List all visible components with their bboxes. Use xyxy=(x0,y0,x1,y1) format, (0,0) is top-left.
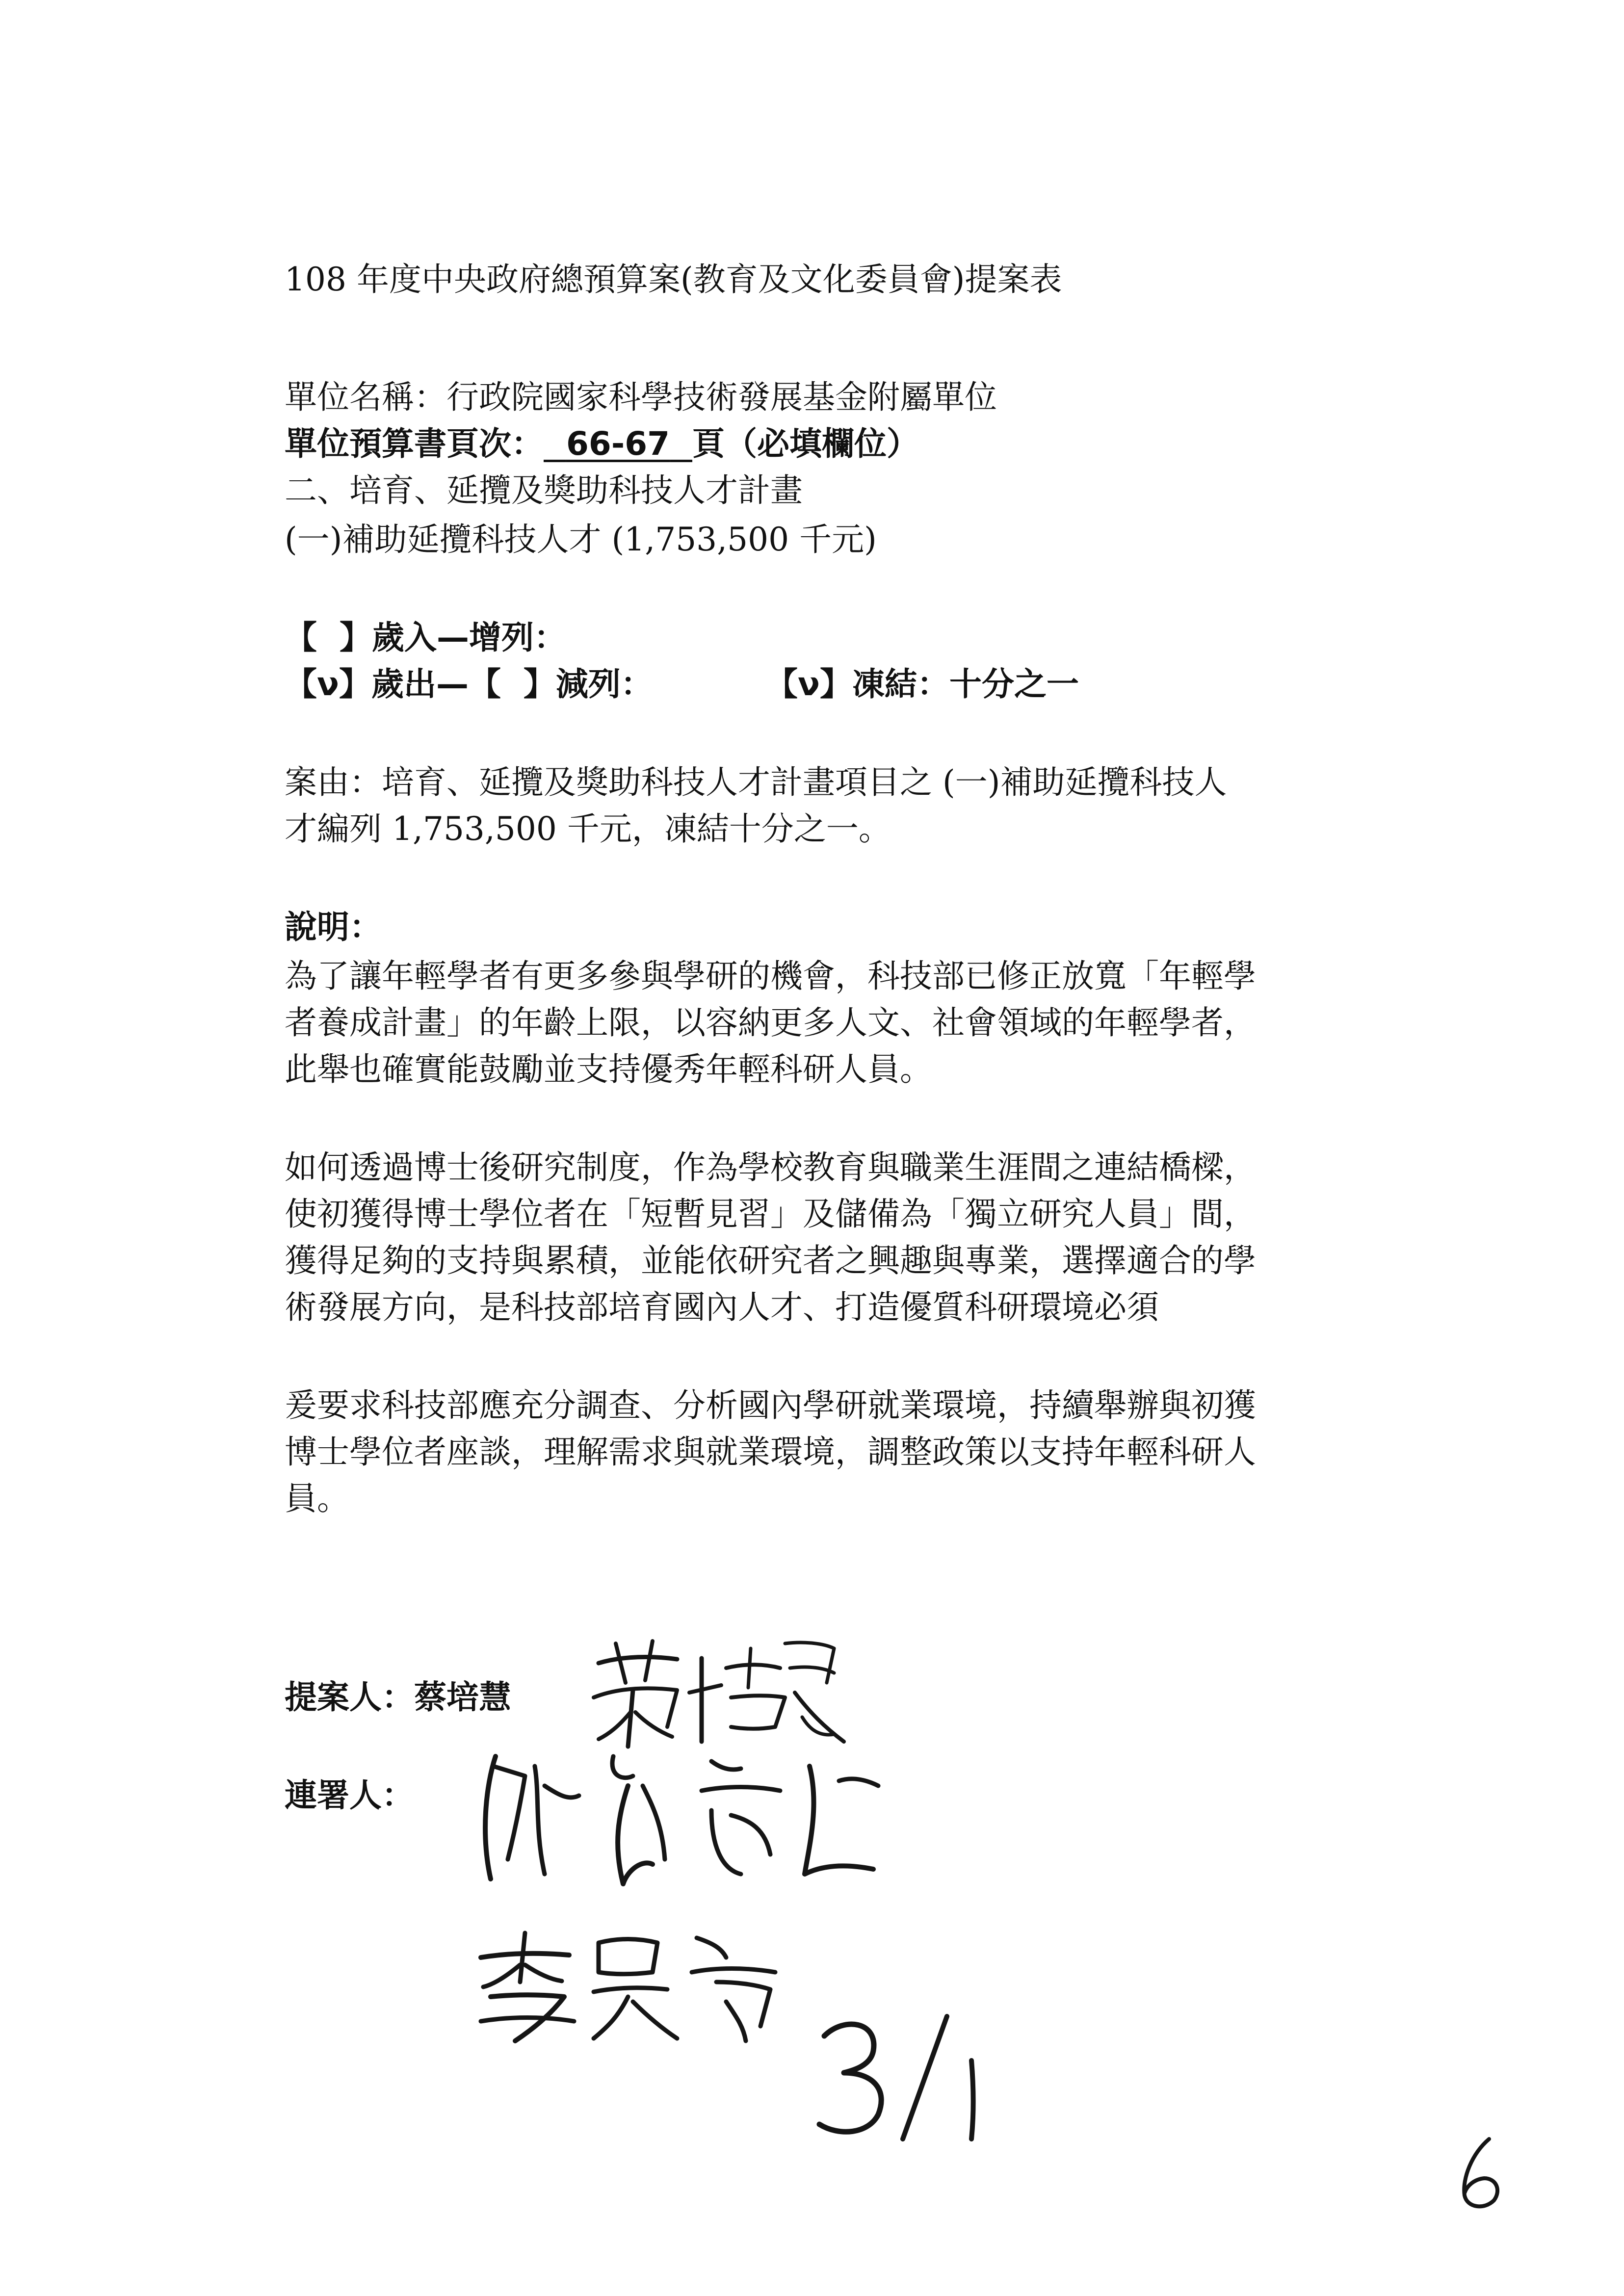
cosigner-signature-1 xyxy=(466,1747,908,1894)
document-title: 108 年度中央政府總預算案(教育及文化委員會)提案表 xyxy=(285,261,1062,298)
proposer-signature xyxy=(579,1629,854,1756)
program-line: 二、培育、延攬及獎助科技人才計畫 xyxy=(285,471,803,509)
budget-page-line xyxy=(285,424,919,464)
explanation-p3-line-2: 博士學位者座談，理解需求與就業環境，調整政策以支持年輕科研人 xyxy=(285,1433,1256,1471)
explanation-p3-line-3: 員。 xyxy=(285,1480,349,1517)
explanation-p1-line-1: 為了讓年輕學者有更多參與學研的機會，科技部已修正放寬「年輕學 xyxy=(285,957,1256,995)
handwritten-date xyxy=(805,2007,1001,2154)
unit-name-line: 單位名稱：行政院國家科學技術發展基金附屬單位 xyxy=(285,378,997,416)
explanation-heading: 說明： xyxy=(285,908,382,946)
budget-page-numbers: 66-67 xyxy=(566,425,670,463)
page-number xyxy=(1452,2134,1511,2213)
explanation-p2-line-3: 獲得足夠的支持與累積，並能依研究者之興趣與專業，選擇適合的學 xyxy=(285,1242,1256,1279)
revenue-option: 【 】歲入—增列： xyxy=(285,619,566,656)
explanation-p2-line-4: 術發展方向，是科技部培育國內人才、打造優質科研環境必須 xyxy=(285,1288,1159,1326)
explanation-p2-line-1: 如何透過博士後研究制度，作為學校教育與職業生涯間之連結橋樑， xyxy=(285,1148,1256,1186)
case-line-2: 才編列 1,753,500 千元，凍結十分之一。 xyxy=(285,810,891,848)
expenditure-option: 【ν】歲出—【 】減列： xyxy=(285,665,653,703)
budget-page-suffix: 頁（必填欄位） xyxy=(692,425,919,463)
cosigner-label: 連署人： xyxy=(285,1776,414,1814)
proposer-label: 提案人：蔡培慧 xyxy=(285,1678,511,1716)
case-line-1: 案由：培育、延攬及獎助科技人才計畫項目之 (一)補助延攬科技人 xyxy=(285,763,1227,801)
explanation-p1-line-3: 此舉也確實能鼓勵並支持優秀年輕科研人員。 xyxy=(285,1050,932,1088)
explanation-p2-line-2: 使初獲得博士學位者在「短暫見習」及儲備為「獨立研究人員」間， xyxy=(285,1195,1256,1233)
explanation-p3-line-1: 爰要求科技部應充分調查、分析國內學研就業環境，持續舉辦與初獲 xyxy=(285,1386,1256,1424)
item-line: (一)補助延攬科技人才 (1,753,500 千元) xyxy=(285,521,877,558)
cosigner-signature-2 xyxy=(471,1928,805,2046)
budget-page-label: 單位預算書頁次： xyxy=(285,425,544,463)
explanation-p1-line-2: 者養成計畫」的年齡上限，以容納更多人文、社會領域的年輕學者， xyxy=(285,1004,1256,1042)
freeze-option: 【ν】凍結：十分之一 xyxy=(765,665,1079,703)
